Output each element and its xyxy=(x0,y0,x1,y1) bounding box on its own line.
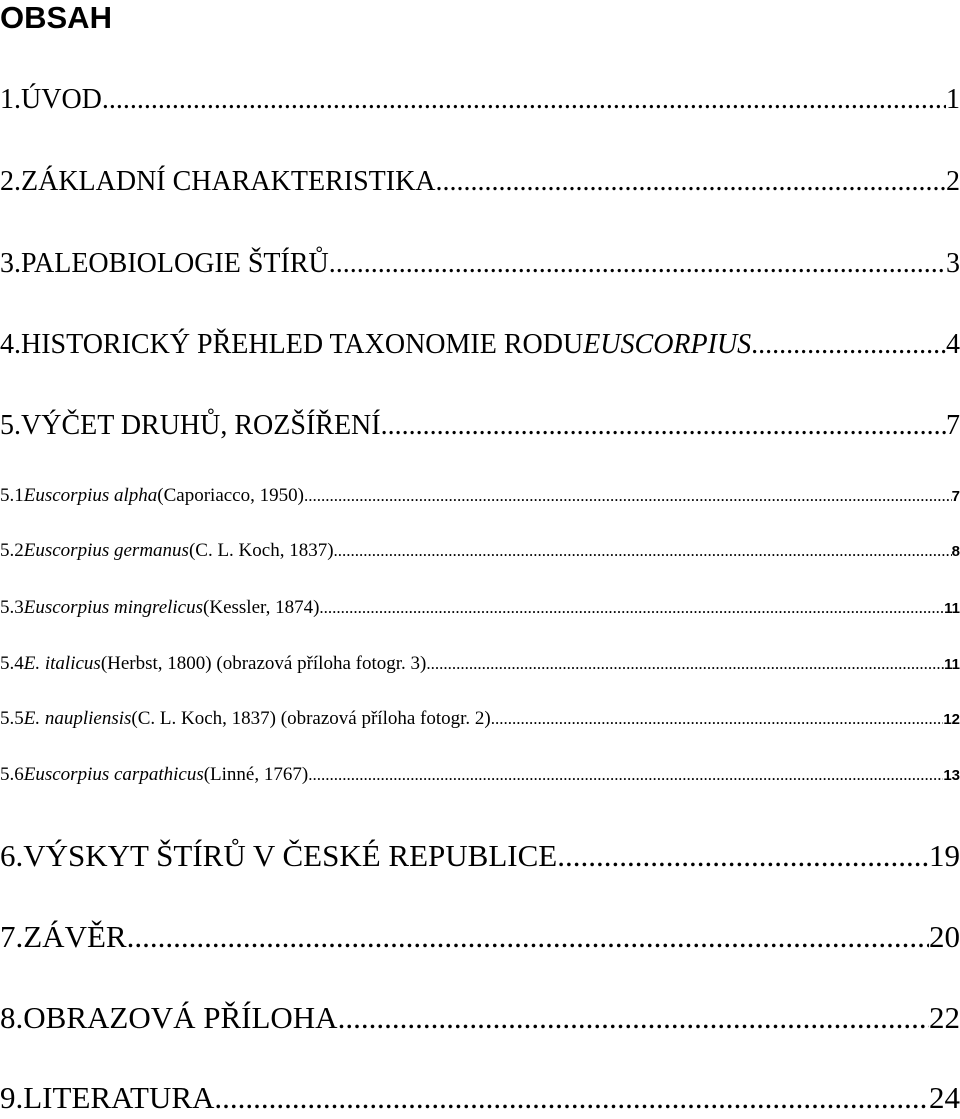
toc-entry-obrazova-priloha[interactable] xyxy=(0,1000,960,1036)
entry-page: 2 xyxy=(946,166,960,197)
entry-page: 13 xyxy=(943,767,960,784)
entry-number: 5.6 xyxy=(0,764,24,785)
entry-page: 24 xyxy=(929,1080,960,1115)
dot-leader xyxy=(127,919,929,955)
toc-entry-vycet-druhu[interactable] xyxy=(0,410,960,442)
entry-number: 5.2 xyxy=(0,540,24,561)
toc-entry-5-2[interactable] xyxy=(0,539,960,564)
dot-leader xyxy=(214,1080,929,1116)
entry-label: ÚVOD xyxy=(21,84,102,115)
entry-number: 5.4 xyxy=(0,653,24,674)
toc-entry-zakladni-charakteristika[interactable] xyxy=(0,166,960,198)
entry-label: (C. L. Koch, 1837) (obrazová příloha fotogr. 2) xyxy=(131,708,491,729)
toc-entry-5-3[interactable] xyxy=(0,596,960,621)
entry-page: 11 xyxy=(944,656,960,673)
entry-page: 4 xyxy=(946,329,960,360)
entry-label: PALEOBIOLOGIE ŠTÍRŮ xyxy=(21,248,329,279)
entry-label: (Herbst, 1800) (obrazová příloha fotogr. 3) xyxy=(100,653,427,674)
dot-leader xyxy=(426,652,944,676)
entry-label-italic: Euscorpius mingrelicus xyxy=(23,597,204,618)
toc-entry-literatura[interactable] xyxy=(0,1080,960,1116)
dot-leader xyxy=(334,539,952,563)
toc-entry-vyskyt-stiru[interactable] xyxy=(0,838,960,874)
entry-page: 7 xyxy=(946,410,960,441)
entry-label: (Caporiacco, 1950) xyxy=(157,485,304,506)
entry-label: (Linné, 1767) xyxy=(203,764,309,785)
dot-leader xyxy=(329,248,946,280)
entry-number: 9. xyxy=(0,1080,24,1115)
dot-leader xyxy=(338,1000,929,1036)
entry-page: 11 xyxy=(944,600,960,617)
entry-label-italic: Euscorpius alpha xyxy=(23,485,158,506)
entry-number: 4. xyxy=(0,329,21,360)
entry-label: VÝČET DRUHŮ, ROZŠÍŘENÍ xyxy=(21,410,381,441)
dot-leader xyxy=(308,763,943,787)
entry-number: 5.1 xyxy=(0,485,24,506)
entry-number: 6. xyxy=(0,838,24,873)
entry-page: 19 xyxy=(929,838,960,873)
entry-label-italic: EUSCORPIUS xyxy=(583,329,752,360)
entry-label: (C. L. Koch, 1837) xyxy=(188,540,334,561)
entry-label-italic: Euscorpius carpathicus xyxy=(23,764,204,785)
toc-entry-5-4[interactable] xyxy=(0,652,960,677)
entry-page: 20 xyxy=(929,919,960,954)
entry-number: 5.3 xyxy=(0,597,24,618)
entry-page: 1 xyxy=(946,84,960,115)
dot-leader xyxy=(491,707,944,731)
entry-number: 7. xyxy=(0,919,24,954)
toc-entry-historicky-prehled[interactable] xyxy=(0,329,960,361)
toc-entry-5-6[interactable] xyxy=(0,763,960,788)
entry-number: 5.5 xyxy=(0,708,24,729)
entry-label: VÝSKYT ŠTÍRŮ V ČESKÉ REPUBLICE xyxy=(23,838,558,873)
entry-page: 8 xyxy=(951,543,960,560)
entry-label-italic: E. italicus xyxy=(23,653,101,674)
entry-page: 22 xyxy=(929,1000,960,1035)
dot-leader xyxy=(436,166,946,198)
dot-leader xyxy=(102,84,946,116)
entry-number: 5. xyxy=(0,410,21,441)
toc-entry-paleobiologie[interactable] xyxy=(0,248,960,280)
entry-label: LITERATURA xyxy=(23,1080,215,1115)
entry-number: 1. xyxy=(0,84,21,115)
dot-leader xyxy=(557,838,929,874)
toc-entry-5-5[interactable] xyxy=(0,707,960,732)
toc-entry-zaver[interactable] xyxy=(0,919,960,955)
page-title: OBSAH xyxy=(0,0,112,35)
dot-leader xyxy=(751,329,946,361)
toc-entry-uvod[interactable] xyxy=(0,84,960,116)
entry-label: ZÁVĚR xyxy=(23,919,127,954)
entry-number: 2. xyxy=(0,166,21,197)
entry-number: 3. xyxy=(0,248,21,279)
entry-label: (Kessler, 1874) xyxy=(203,597,320,618)
dot-leader xyxy=(304,484,952,508)
entry-label-italic: Euscorpius germanus xyxy=(23,540,189,561)
dot-leader xyxy=(381,410,946,442)
entry-label: OBRAZOVÁ PŘÍLOHA xyxy=(23,1000,338,1035)
entry-label: HISTORICKÝ PŘEHLED TAXONOMIE RODU xyxy=(21,329,584,360)
toc-entry-5-1[interactable] xyxy=(0,484,960,509)
dot-leader xyxy=(319,596,944,620)
entry-page: 12 xyxy=(943,711,960,728)
entry-number: 8. xyxy=(0,1000,24,1035)
entry-page: 7 xyxy=(951,488,960,505)
entry-label-italic: E. naupliensis xyxy=(23,708,132,729)
entry-page: 3 xyxy=(946,248,960,279)
entry-label: ZÁKLADNÍ CHARAKTERISTIKA xyxy=(21,166,436,197)
